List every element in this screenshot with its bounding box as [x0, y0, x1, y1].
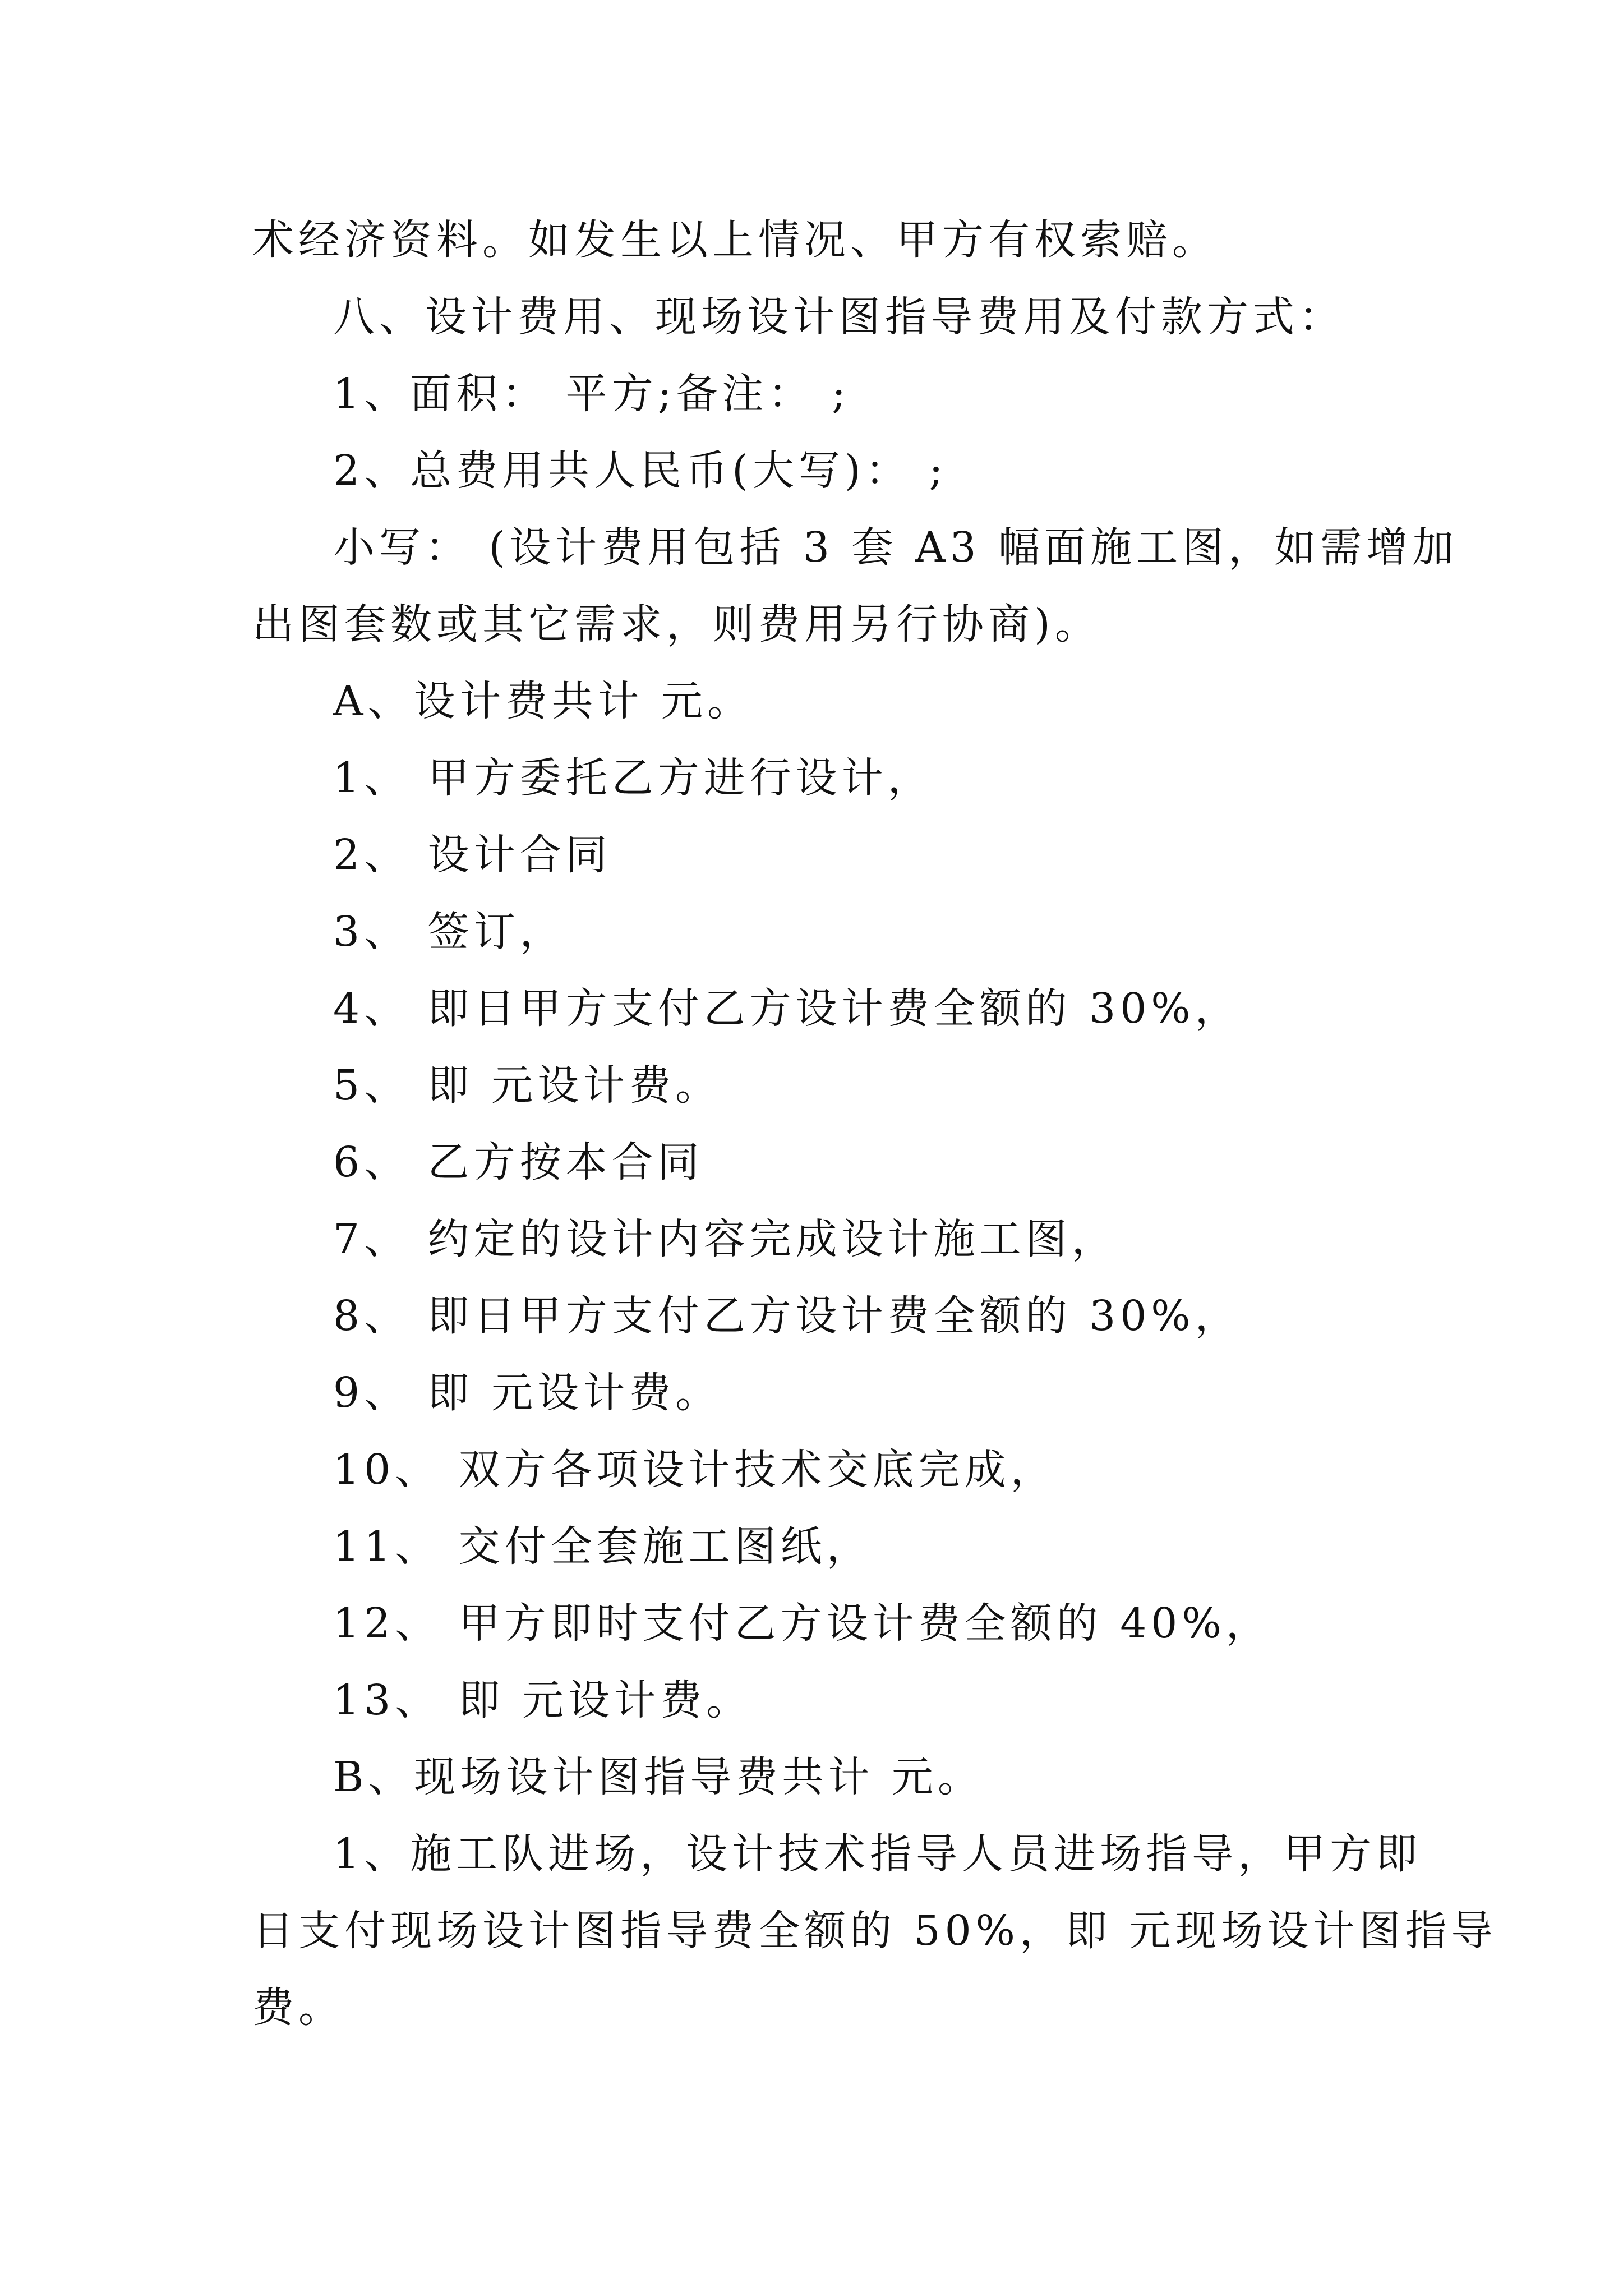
list-item: 6、 乙方按本合同	[333, 1138, 704, 1186]
list-item: 10、 双方各项设计技术交底完成，	[333, 1446, 1057, 1494]
list-item: 1、 甲方委托乙方进行设计，	[333, 754, 934, 802]
text-line: 1、面积： 平方;备注： ;	[333, 370, 850, 418]
text-line: 日支付现场设计图指导费全额的 50%，即 元现场设计图指导	[252, 1907, 1497, 1955]
text-line: 1、施工队进场，设计技术指导人员进场指导，甲方即	[333, 1830, 1422, 1878]
list-item: 13、 即 元设计费。	[333, 1676, 753, 1724]
list-item: 9、 即 元设计费。	[333, 1369, 722, 1417]
list-item: 4、 即日甲方支付乙方设计费全额的 30%，	[333, 984, 1241, 1033]
text-line: 2、总费用共人民币(大写)： ;	[333, 447, 948, 495]
list-item: 7、 约定的设计内容完成设计施工图，	[333, 1215, 1118, 1263]
list-item: 12、 甲方即时支付乙方设计费全额的 40%，	[333, 1599, 1272, 1648]
list-item: 5、 即 元设计费。	[333, 1061, 722, 1110]
list-item: 3、 签订，	[333, 908, 566, 956]
list-item: 2、 设计合同	[333, 831, 612, 879]
text-line: 小写： (设计费用包括 3 套 A3 幅面施工图，如需增加	[333, 523, 1459, 572]
text-line: A、设计费共计 元。	[333, 677, 753, 725]
text-line: 费。	[252, 1984, 344, 2032]
list-item: 8、 即日甲方支付乙方设计费全额的 30%，	[333, 1292, 1241, 1340]
text-line: 出图套数或其它需求，则费用另行协商)。	[252, 600, 1101, 648]
text-line: B、现场设计图指导费共计 元。	[333, 1753, 984, 1801]
section-heading: 八、设计费用、现场设计图指导费用及付款方式：	[333, 293, 1345, 341]
list-item: 11、 交付全套施工图纸，	[333, 1522, 873, 1571]
text-line: 术经济资料。如发生以上情况、甲方有权索赔。	[252, 216, 1218, 264]
